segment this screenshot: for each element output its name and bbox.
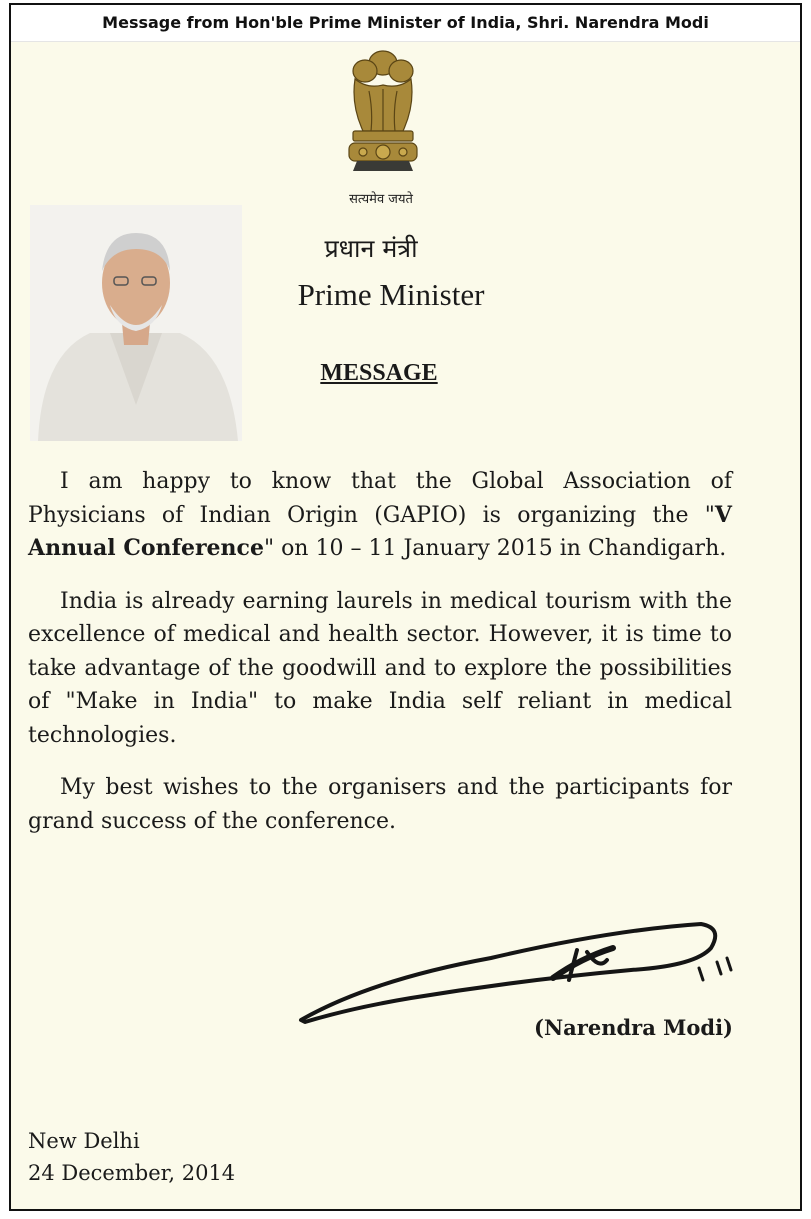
title-english: Prime Minister <box>297 277 485 312</box>
page-title: Message from Hon'ble Prime Minister of India, Shri. Narendra Modi <box>102 13 709 32</box>
signatory-name: (Narendra Modi) <box>534 1015 733 1040</box>
place: New Delhi <box>28 1129 140 1153</box>
place-and-date <box>28 1125 235 1189</box>
message-paragraph-3: My best wishes to the organisers and the participants for grand success of the conference. <box>28 775 732 834</box>
lion-capital-emblem-icon <box>333 45 433 175</box>
message-paragraph-2: India is already earning laurels in medical tourism with the excellence of medical and health sector. However, it is time to take advantage of the goodwill and to explore the possibilities of "Make in India" to make India self reliant in medical technologies. <box>28 588 732 748</box>
message-heading: MESSAGE <box>320 360 438 386</box>
date: 24 December, 2014 <box>28 1161 236 1185</box>
title-hindi: प्रधान मंत्री <box>324 234 418 263</box>
message-body <box>28 465 732 838</box>
paragraph-1-text-a: I am happy to know that the Global Association of Physicians of Indian Origin (GAPIO) is organizing the " <box>28 469 732 528</box>
letter-frame <box>9 3 802 1211</box>
page-header <box>11 5 800 42</box>
message-paragraph-1 <box>28 465 732 566</box>
portrait-photo <box>30 205 242 441</box>
emblem-motto: सत्यमेव जयते <box>349 192 413 207</box>
paragraph-1-text-b: " on 10 – 11 January 2015 in Chandigarh. <box>263 536 727 561</box>
handwritten-signature <box>291 910 751 1030</box>
conference-name: V Annual Conference <box>28 501 732 561</box>
